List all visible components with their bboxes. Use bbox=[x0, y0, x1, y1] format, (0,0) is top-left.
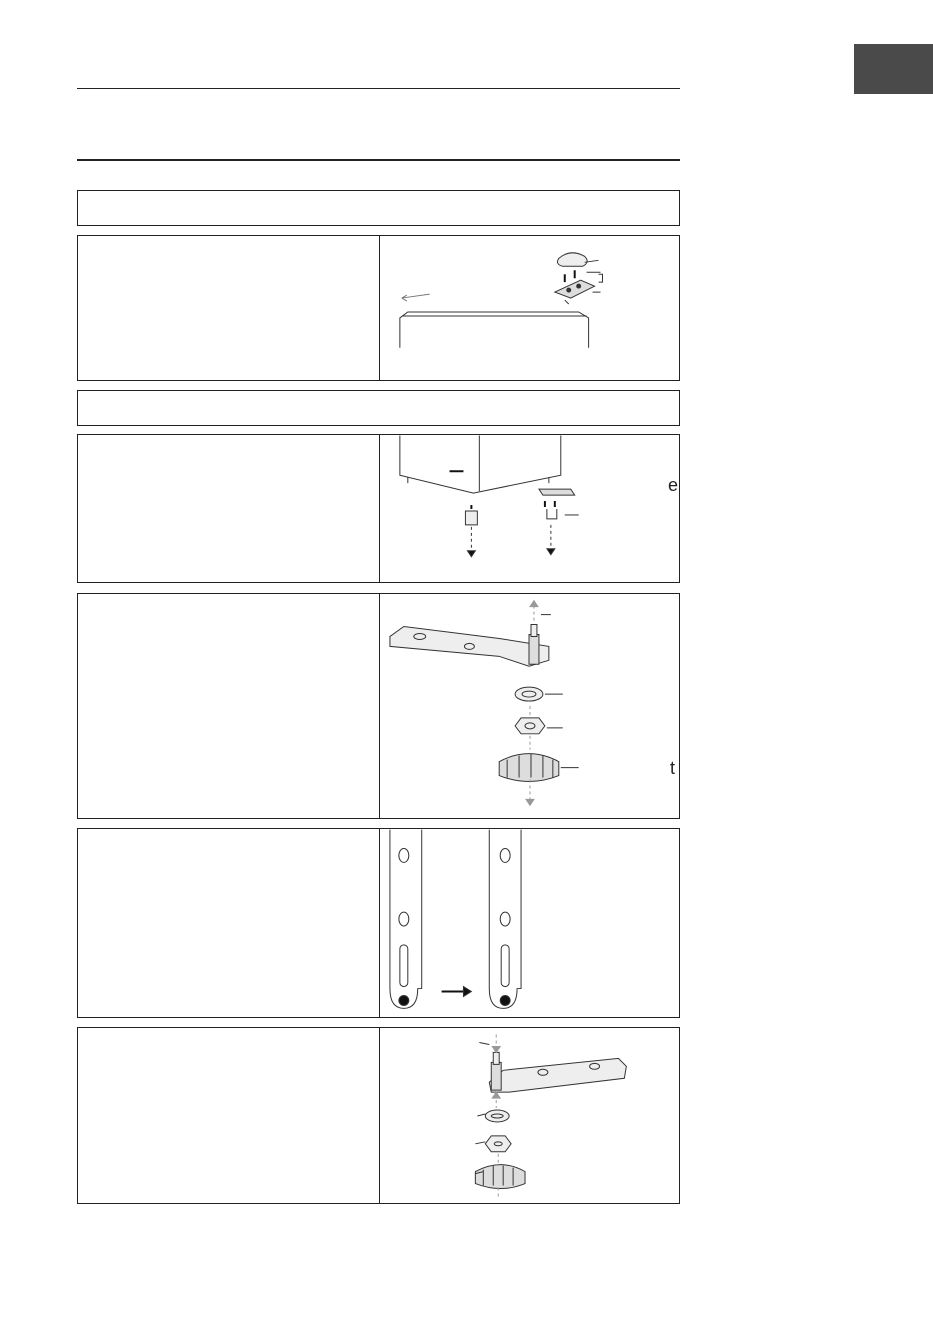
step-text-top-hinge bbox=[78, 236, 380, 380]
step-hinge-reassemble bbox=[77, 1027, 680, 1204]
stray-glyph-t: t bbox=[670, 758, 676, 778]
step-text-hinge-pin bbox=[78, 594, 380, 818]
step-text-bottom-hinge bbox=[78, 435, 380, 582]
header-rule-thick bbox=[77, 159, 680, 161]
step-hinge-pin bbox=[77, 593, 680, 819]
language-tab bbox=[854, 44, 933, 94]
step-text-hinge-plate bbox=[78, 829, 380, 1017]
section-banner-2 bbox=[77, 390, 680, 426]
step-text-hinge-reassemble bbox=[78, 1028, 380, 1203]
section-banner-1 bbox=[77, 190, 680, 226]
step-bottom-hinge bbox=[77, 434, 680, 583]
header-rule-thin bbox=[77, 88, 680, 89]
stray-glyph-e: e bbox=[668, 475, 679, 495]
hinge-pin-disassembly-diagram bbox=[380, 594, 679, 818]
step-hinge-plate bbox=[77, 828, 680, 1018]
hinge-plate-flip-diagram bbox=[380, 829, 679, 1017]
hinge-pin-reassembly-diagram bbox=[380, 1028, 679, 1203]
step-top-hinge bbox=[77, 235, 680, 381]
bottom-hinge-removal-diagram bbox=[380, 435, 679, 582]
top-hinge-removal-diagram bbox=[380, 236, 679, 380]
